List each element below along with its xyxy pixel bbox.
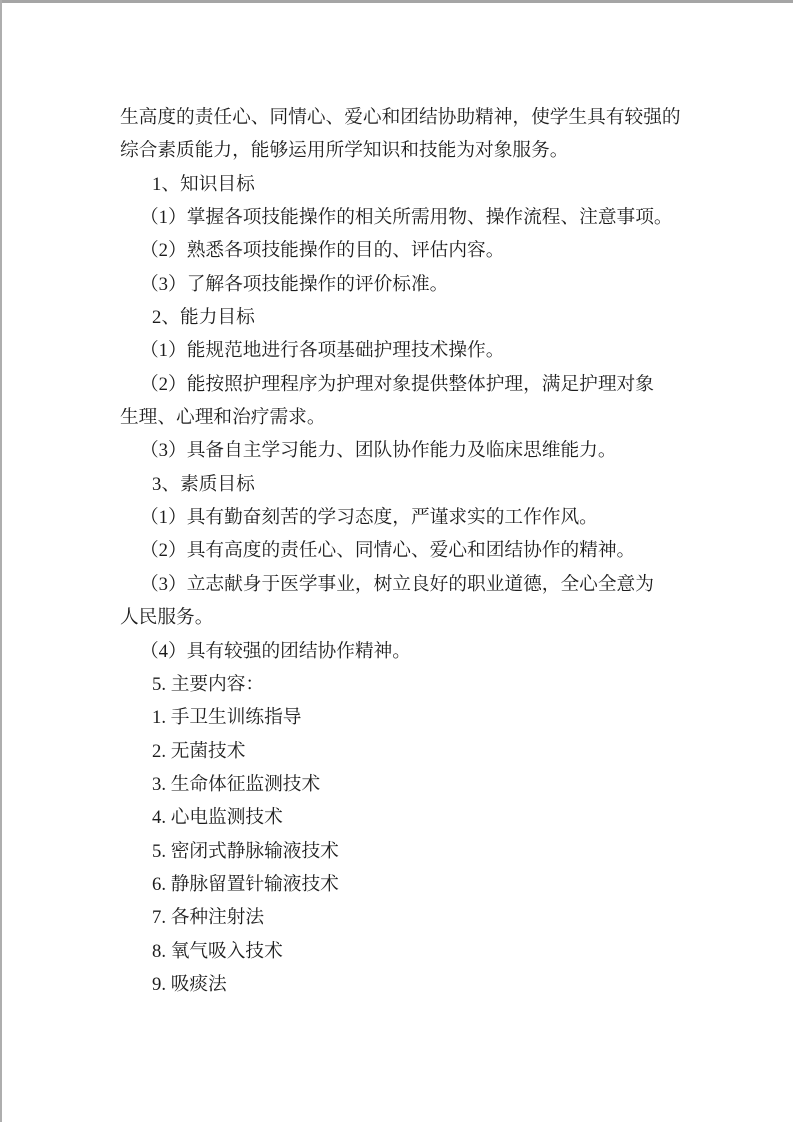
text-line: （1）掌握各项技能操作的相关所需用物、操作流程、注意事项。 xyxy=(140,207,673,229)
text-line: 人民服务。 xyxy=(120,607,214,629)
text-line: （2）熟悉各项技能操作的目的、评估内容。 xyxy=(140,240,505,262)
text-line: 1. 手卫生训练指导 xyxy=(152,707,302,729)
text-line: 8. 氧气吸入技术 xyxy=(152,940,283,962)
text-line: 3、素质目标 xyxy=(152,473,255,495)
text-line: 9. 吸痰法 xyxy=(152,973,227,995)
text-line: 6. 静脉留置针输液技术 xyxy=(152,873,339,895)
text-line: 生高度的责任心、同情心、爱心和团结协助精神，使学生具有较强的 xyxy=(120,107,681,128)
text-line: 综合素质能力，能够运用所学知识和技能为对象服务。 xyxy=(120,140,569,162)
text-line: 5. 主要内容： xyxy=(152,673,265,695)
text-line: （3）立志献身于医学事业，树立良好的职业道德，全心全意为 xyxy=(140,573,654,595)
text-line: 4. 心电监测技术 xyxy=(152,807,283,829)
text-line: 2. 无菌技术 xyxy=(152,740,246,762)
text-line: 5. 密闭式静脉输液技术 xyxy=(152,840,339,862)
text-line: （2）能按照护理程序为护理对象提供整体护理，满足护理对象 xyxy=(140,373,654,395)
text-line: （2）具有高度的责任心、同情心、爱心和团结协作的精神。 xyxy=(140,540,636,562)
text-line: （3）了解各项技能操作的评价标准。 xyxy=(140,273,449,295)
text-line: 2、能力目标 xyxy=(152,307,255,329)
text-line: （1）具有勤奋刻苦的学习态度，严谨求实的工作作风。 xyxy=(140,507,598,529)
text-line: 7. 各种注射法 xyxy=(152,907,265,929)
text-line: 生理、心理和治疗需求。 xyxy=(120,407,326,429)
text-line: 1、知识目标 xyxy=(152,173,255,195)
text-line: （4）具有较强的团结协作精神。 xyxy=(140,640,411,662)
text-line: 3. 生命体征监测技术 xyxy=(152,773,321,795)
document-body xyxy=(120,101,680,1001)
page-edge-left xyxy=(0,0,2,1122)
page-edge-top xyxy=(0,0,793,3)
text-line: （3）具备自主学习能力、团队协作能力及临床思维能力。 xyxy=(140,440,617,462)
text-line: （1）能规范地进行各项基础护理技术操作。 xyxy=(140,340,505,362)
